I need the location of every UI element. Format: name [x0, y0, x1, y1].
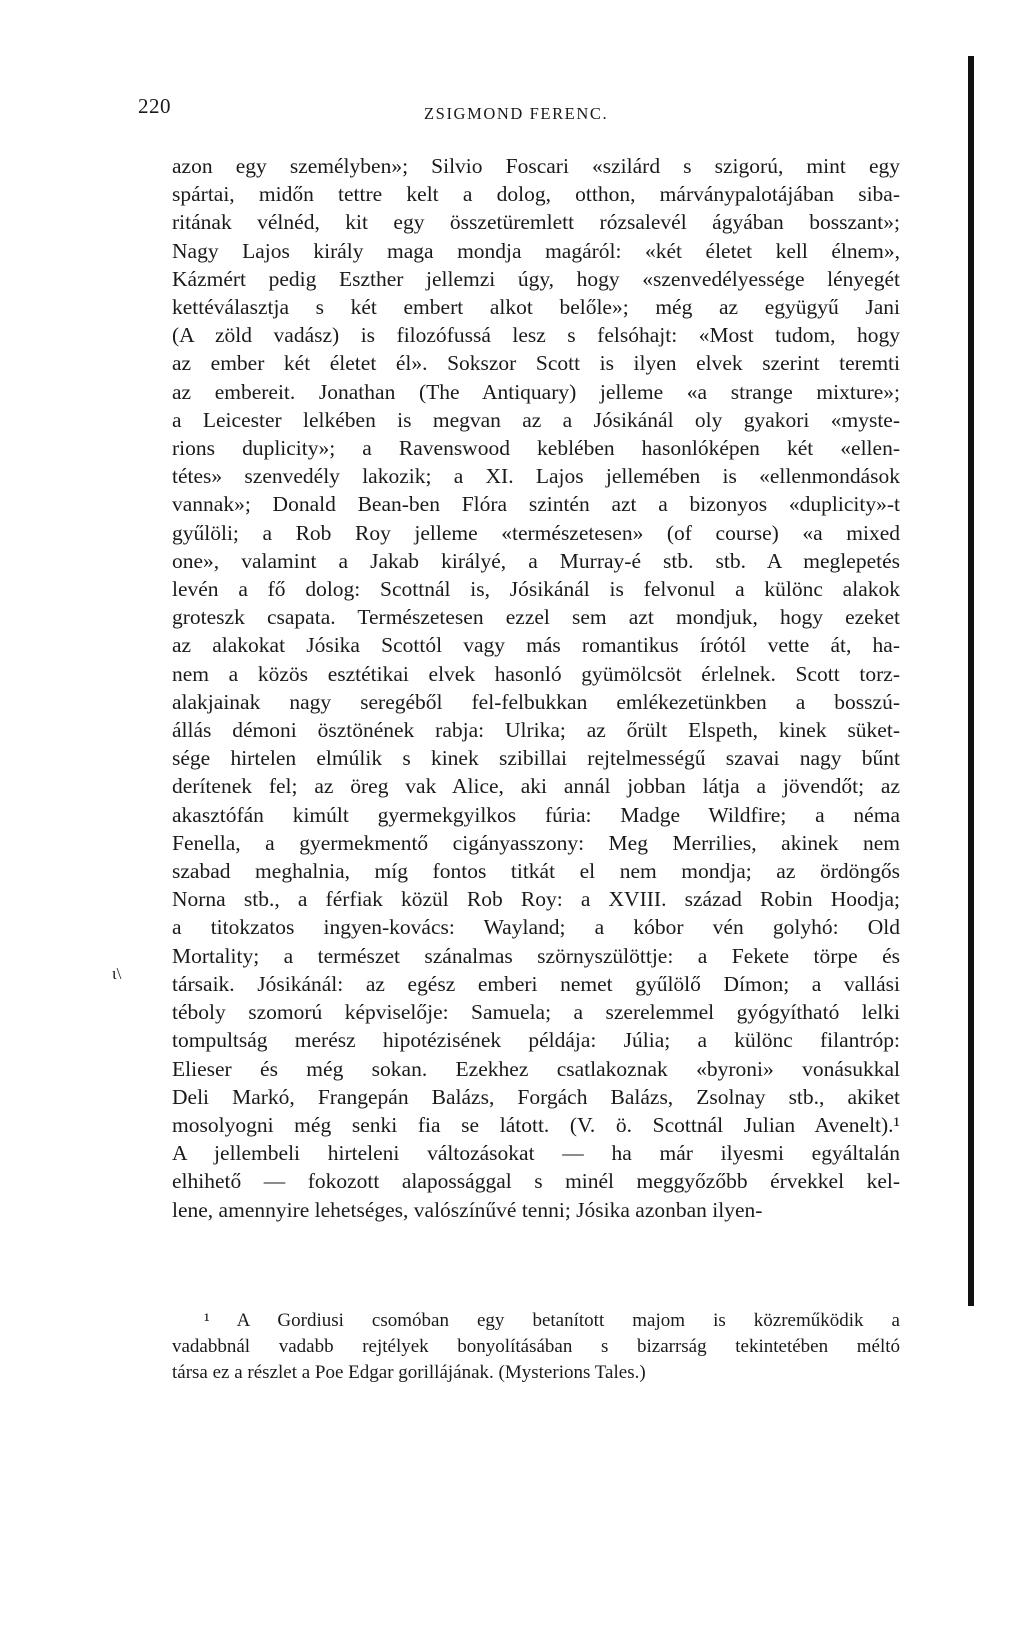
- page-number: 220: [138, 94, 171, 118]
- text-line: tétes» szenvedély lakozik; a XI. Lajos jellemében is «ellenmondások: [172, 464, 900, 489]
- text-line: alakjainak nagy seregéből fel-felbukkan emlékezetünkben a bosszú-: [172, 689, 900, 714]
- text-line: a titokzatos ingyen-kovács: Wayland; a kóbor vén golyhó: Old: [172, 915, 900, 940]
- text-line: Deli Markó, Frangepán Balázs, Forgách Balázs, Zsolnay stb., akiket: [172, 1084, 900, 1109]
- footnote-line: társa ez a részlet a Poe Edgar gorillájának. (Mysterions Tales.): [172, 1362, 646, 1383]
- text-line: lene, amennyire lehetséges, valószínűvé tenni; Jósika azonban ilyen-: [172, 1197, 763, 1222]
- text-line: Fenella, a gyermekmentő cigányasszony: Meg Merrilies, akinek nem: [172, 830, 900, 855]
- text-line: állás démoni ösztönének rabja: Ulrika; az őrült Elspeth, kinek süket-: [172, 718, 900, 743]
- text-line: a Leicester lelkében is megvan az a Jósikánál oly gyakori «myste-: [172, 407, 900, 432]
- text-line: gyűlöli; a Rob Roy jelleme «természetesen» (of course) «a mixed: [172, 520, 900, 545]
- text-line: nem a közös esztétikai elvek hasonló gyümölcsöt érlelnek. Scott torz-: [172, 661, 900, 686]
- footnote-line: vadabbnál vadabb rejtélyek bonyolításában s bizarrság tekintetében méltó: [172, 1336, 900, 1357]
- text-line: rions duplicity»; a Ravenswood keblében hasonlóképen két «ellen-: [172, 436, 900, 461]
- text-line: derítenek fel; az öreg vak Alice, aki annál jobban látja a jövendőt; az: [172, 774, 900, 799]
- text-line: az alakokat Jósika Scottól vagy más romantikus írótól vette át, ha-: [172, 633, 900, 658]
- margin-mark: ι\: [112, 964, 122, 983]
- text-line: azon egy személyben»; Silvio Foscari «szilárd s szigorú, mint egy: [172, 154, 900, 178]
- footnote: [172, 1308, 900, 1386]
- text-line: tompultság merész hipotézisének példája: Júlia; a különc filantróp:: [172, 1028, 900, 1053]
- text-line: Kázmért pedig Eszther jellemzi úgy, hogy «szenvedélyessége lényegét: [172, 266, 900, 291]
- text-line: levén a fő dolog: Scottnál is, Jósikánál is felvonul a különc alakok: [172, 577, 900, 602]
- text-line: Mortality; a természet szánalmas szörnyszülöttje: a Fekete törpe és: [172, 943, 900, 968]
- text-line: az embereit. Jonathan (The Antiquary) jelleme «a strange mixture»;: [172, 379, 900, 404]
- text-line: az ember két életet él». Sokszor Scott is ilyen elvek szerint teremti: [172, 351, 900, 376]
- text-line: groteszk csapata. Természetesen ezzel sem azt mondjuk, hogy ezeket: [172, 605, 900, 630]
- text-line: spártai, midőn tettre kelt a dolog, otthon, márványpalotájában siba-: [172, 182, 900, 207]
- text-line: (A zöld vadász) is filozófussá lesz s felsóhajt: «Most tudom, hogy: [172, 323, 900, 348]
- text-line: Elieser és még sokan. Ezekhez csatlakoznak «byroni» vonásukkal: [172, 1056, 900, 1081]
- text-line: vannak»; Donald Bean-ben Flóra szintén azt a bizonyos «duplicity»-t: [172, 492, 900, 517]
- text-line: téboly szomorú képviselője: Samuela; a szerelemmel gyógyítható lelki: [172, 1000, 900, 1025]
- text-line: elhihető — fokozott alapossággal s minél meggyőzőbb érvekkel kel-: [172, 1169, 900, 1194]
- text-line: mosolyogni még senki fia se látott. (V. ö. Scottnál Julian Avenelt).¹: [172, 1112, 900, 1137]
- text-line: ritának vélnéd, kit egy összetüremlett rózsalevél ágyában bosszant»;: [172, 210, 900, 235]
- page-edge-shadow: [968, 56, 974, 1306]
- text-line: sége hirtelen elmúlik s kinek szibillai rejtelmességű szavai nagy bűnt: [172, 746, 900, 771]
- body-text: [172, 152, 900, 1224]
- text-line: szabad meghalnia, míg fontos titkát el nem mondja; az ördöngős: [172, 859, 900, 884]
- text-line: akasztófán kimúlt gyermekgyilkos fúria: Madge Wildfire; a néma: [172, 802, 900, 827]
- running-title: ZSIGMOND FERENC.: [424, 104, 609, 123]
- text-line: társaik. Jósikánál: az egész emberi nemet gyűlölő Dímon; a vallási: [172, 971, 900, 996]
- text-line: Nagy Lajos király maga mondja magáról: «két életet kell élnem»,: [172, 238, 900, 263]
- text-line: A jellembeli hirteleni változásokat — ha már ilyesmi egyáltalán: [172, 1141, 900, 1166]
- text-line: one», valamint a Jakab királyé, a Murray-é stb. stb. A meglepetés: [172, 548, 900, 573]
- text-line: Norna stb., a férfiak közül Rob Roy: a XVIII. század Robin Hoodja;: [172, 887, 900, 912]
- footnote-line: ¹ A Gordiusi csomóban egy betanított majom is közreműködik a: [204, 1310, 900, 1331]
- text-line: kettéválasztja s két embert alkot belőle»; még az együgyű Jani: [172, 295, 900, 320]
